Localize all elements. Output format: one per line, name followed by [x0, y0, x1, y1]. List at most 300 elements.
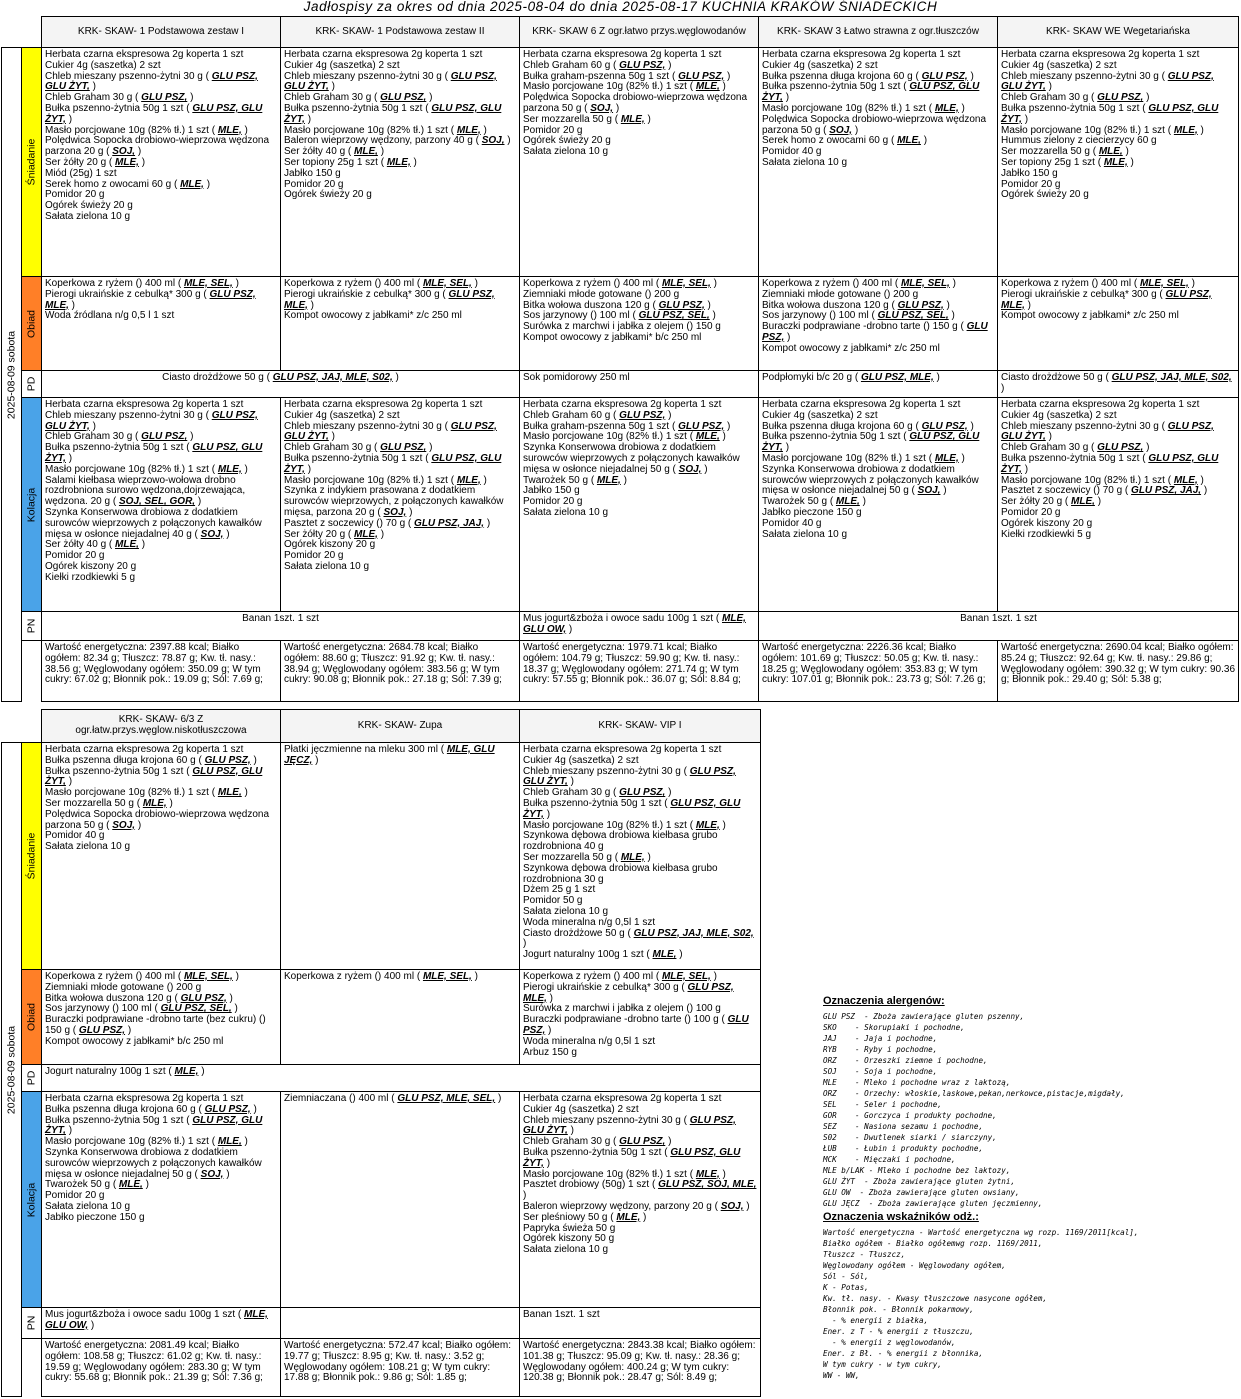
menu-item: Sałata zielona 10 g	[45, 210, 131, 222]
allergen-codes: GLU PSZ,	[619, 787, 666, 799]
menu-item: Koperkowa z ryżem () 400 ml ( MLE, SEL, )	[762, 278, 956, 289]
menu-item: Ziemniaczana () 400 ml ( GLU PSZ, MLE, SEL, )	[284, 1093, 502, 1104]
menu-cell	[520, 398, 759, 612]
menu-item: Szynkowa dębowa drobiowa kiełbasa grubo rozdrobniona 40 g	[523, 830, 718, 853]
allergen-codes: GLU PSZ, GLU ŻYT,	[45, 1114, 263, 1137]
menu-item: Pomidor 40 g	[762, 146, 822, 158]
allergen-codes: MLE,	[1103, 156, 1128, 168]
menu-item: Herbata czarna ekspresowa 2g koperta 1 szt	[45, 744, 244, 755]
menu-item: Chleb Graham 30 g ( GLU PSZ, )	[284, 92, 433, 104]
menu-item: Miód (25g) 1 szt	[45, 167, 117, 179]
menu-item: Ogórek kiszony 20 g	[1001, 517, 1093, 529]
legend-line: ŁUB - Łubin i produkty pochodne,	[823, 1144, 984, 1153]
column-header: KRK- SKAW- Zupa	[281, 710, 520, 743]
menu-item: Bułka pszenno-żytnia 50g 1 szt ( GLU PSZ, GLU ŻYT, )	[762, 431, 980, 454]
menu-item: Pomidor 20 g	[523, 496, 583, 508]
menu-item: Bułka pszenno-żytnia 50g 1 szt ( GLU PSZ, GLU ŻYT, )	[1001, 452, 1219, 475]
menu-item: Herbata czarna ekspresowa 2g koperta 1 szt	[523, 744, 722, 755]
allergen-codes: GLU PSZ,	[619, 409, 666, 421]
legend-line: SOJ - Soja i pochodne,	[823, 1067, 938, 1076]
allergen-codes: GLU PSZ,	[619, 1136, 666, 1148]
menu-item: Bułka graham-pszenna 50g 1 szt ( GLU PSZ, )	[523, 70, 731, 82]
allergen-codes: GLU PSZ,	[180, 992, 227, 1004]
allergen-codes: GLU PSZ, JAJ, MLE, S02,	[1111, 372, 1232, 383]
menu-item: Cukier 4g (saszetka) 2 szt	[284, 409, 400, 421]
menu-item: Ser żółty 40 g ( MLE, )	[284, 146, 385, 158]
menu-item: Ser żółty 20 g ( MLE, )	[284, 528, 385, 540]
allergen-codes: SOJ,	[590, 102, 614, 114]
column-header: KRK- SKAW- 6/3 Z ogr.łatw.przys.węglow.niskotłuszczowa	[42, 710, 281, 743]
menu-item: Masło porcjowane 10g (82% tł.) 1 szt ( MLE, )	[523, 1168, 726, 1180]
allergen-codes: GLU PSZ, MLE,	[284, 288, 495, 311]
menu-cell	[281, 970, 520, 1065]
menu-item: Bułka pszenno-żytnia 50g 1 szt ( GLU PSZ, GLU ŻYT, )	[523, 1146, 741, 1169]
menu-item: Ogórek świeży 20 g	[1001, 189, 1089, 201]
menu-item: Bułka pszenno-żytnia 50g 1 szt ( GLU PSZ, GLU ŻYT, )	[45, 1114, 263, 1137]
menu-cell	[520, 743, 761, 970]
allergen-codes: GLU PSZ, GLU ŻYT,	[284, 452, 502, 475]
menu-item: Masło porcjowane 10g (82% tł.) 1 szt ( MLE, )	[45, 1136, 248, 1148]
column-header: KRK- SKAW- 1 Podstawowa zestaw I	[42, 17, 281, 48]
menu-item: Herbata czarna ekspresowa 2g koperta 1 szt	[45, 399, 244, 410]
allergen-codes: SOJ,	[678, 463, 702, 475]
allergen-legend-title: Oznaczenia alergenów:	[823, 995, 945, 1007]
allergen-codes: MLE,	[115, 156, 139, 168]
page-title: Jadłospisy za okres od dnia 2025-08-04 do dnia 2025-08-17 KUCHNIA KRAKÓW ŚNIADECKICH	[303, 0, 938, 14]
date-cell	[2, 743, 22, 1397]
menu-item: Chleb Graham 30 g ( GLU PSZ, )	[1001, 92, 1150, 104]
menu-item: Ogórek świeży 20 g	[284, 189, 372, 201]
menu-item: Koperkowa z ryżem () 400 ml ( MLE, SEL, )	[523, 278, 717, 289]
indicator-list	[823, 1227, 1233, 1381]
meal-label-pd: PD	[22, 1065, 42, 1092]
menu-item: Masło porcjowane 10g (82% tł.) 1 szt ( MLE, )	[523, 819, 726, 831]
allergen-codes: MLE,	[142, 797, 167, 809]
allergen-codes: GLU PSZ, GLU ŻYT,	[45, 70, 258, 93]
menu-item: Buraczki podprawiane -drobno tarte () 100 g ( GLU PSZ, )	[523, 1014, 749, 1036]
menu-item: Ziemniaki młode gotowane () 200 g	[45, 981, 202, 993]
allergen-codes: MLE, SEL,	[661, 971, 711, 982]
menu-item: Sałata zielona 10 g	[762, 528, 848, 540]
allergen-codes: MLE,	[835, 496, 860, 508]
allergen-codes: GLU PSZ, GLU ŻYT,	[762, 81, 980, 104]
meal-label-pd: PD	[22, 371, 42, 398]
menu-item: Podpłomyki b/c 20 g ( GLU PSZ, MLE, )	[762, 372, 940, 383]
menu-item: Twarożek 50 g ( MLE, )	[762, 496, 866, 508]
menu-cell	[759, 371, 998, 398]
summary-cell: Wartość energetyczna: 572.47 kcal; Białko ogółem: 19.77 g; Tłuszcz: 8.95 g; Kw. tł. nasy.: 3.52 g; Węglowodany ogółem: 108.21 g; W tym cukry: 17.88 g; Błonnik pok.: 9.86 g; Sól: 1.85 g;	[281, 1339, 520, 1397]
menu-item: Kompot owocowy z jabłkami* b/c 250 ml	[523, 331, 702, 343]
legend-line: WW - WW,	[823, 1371, 860, 1380]
legend-line: SKO - Skorupiaki i pochodne,	[823, 1023, 965, 1032]
allergen-codes: SOJ,	[112, 146, 136, 158]
legend-line: S02 - Dwutlenek siarki / siarczyny,	[823, 1133, 997, 1142]
legend-line: Kw. tł. nasy. - Kwasy tłuszczowe nasycone ogółem,	[823, 1294, 1048, 1303]
allergen-codes: MLE,	[695, 81, 720, 93]
meal-label-kolacja: Kolacja	[22, 1092, 42, 1308]
allergen-codes: MLE,	[118, 1179, 143, 1191]
menu-item: Bułka pszenna długa krojona 60 g ( GLU PSZ, )	[45, 1103, 257, 1115]
allergen-codes: MLE,	[934, 452, 959, 464]
menu-item: Cukier 4g (saszetka) 2 szt	[523, 754, 639, 766]
menu-item: Chleb Graham 30 g ( GLU PSZ, )	[523, 787, 672, 799]
legend-line: JAJ - Jaja i pochodne,	[823, 1034, 938, 1043]
menu-item: Chleb Graham 60 g ( GLU PSZ, )	[523, 59, 672, 71]
legend-line: - % energii z białka,	[823, 1316, 929, 1325]
allergen-codes: MLE,	[616, 1211, 641, 1223]
allergen-codes: MLE,	[217, 463, 242, 475]
menu-item: Polędwica Sopocka drobiowo-wieprzowa wędzona parzona 20 g ( SOJ, )	[45, 135, 270, 158]
menu-cell	[281, 398, 520, 612]
legend-line: Ener. z Bł. - % energii z błonnika,	[823, 1349, 984, 1358]
menu-cell	[759, 48, 998, 277]
summary-spacer	[22, 641, 42, 702]
allergen-codes: SOJ,	[383, 506, 407, 518]
menu-cell	[281, 1092, 520, 1308]
allergen-codes: MLE, GLU OW,	[45, 1309, 268, 1331]
menu-item: Sałata zielona 10 g	[45, 841, 131, 853]
menu-item: Pomidor 20 g	[523, 124, 583, 136]
menu-item: Surówka z marchwi i jabłka z olejem () 100 g	[523, 1003, 721, 1015]
menu-item: Ogórek świeży 20 g	[45, 200, 133, 212]
menu-item: Bułka pszenna długa krojona 60 g ( GLU PSZ, )	[762, 70, 974, 82]
menu-item: Polędwica Sopocka drobiowo-wieprzowa wędzona parzona 50 g ( SOJ, )	[45, 808, 270, 831]
allergen-codes: MLE, SEL,	[183, 971, 233, 982]
menu-item: Bułka pszenno-żytnia 50g 1 szt ( GLU PSZ, GLU ŻYT, )	[762, 81, 980, 104]
menu-item: Pomidor 20 g	[284, 178, 344, 190]
menu-item: Serek homo z owocami 60 g ( MLE, )	[45, 178, 211, 190]
allergen-codes: GLU PSZ,	[678, 420, 725, 432]
menu-item: Pierogi ukraińskie z cebulką* 300 g ( GLU PSZ, MLE, )	[1001, 288, 1212, 311]
allergen-codes: SOJ, SEL, GOR,	[118, 496, 196, 508]
menu-item: Chleb Graham 30 g ( GLU PSZ, )	[45, 92, 194, 104]
allergen-codes: GLU PSZ, GLU ŻYT,	[523, 797, 741, 820]
menu-item: Chleb mieszany pszenno-żytni 30 g ( GLU PSZ, GLU ŻYT, )	[523, 765, 736, 788]
menu-item: Ser topiony 25g 1 szt ( MLE, )	[284, 156, 417, 168]
menu-item: Twarożek 50 g ( MLE, )	[523, 474, 627, 486]
summary-cell: Wartość energetyczna: 2081.49 kcal; Białko ogółem: 108.58 g; Tłuszcz: 61.02 g; Kw. tł. nasy.: 19.59 g; Węglowodany ogółem: 283.30 g; W tym cukry: 55.68 g; Błonnik pok.: 21.39 g; Sól: 7.36 g;	[42, 1339, 281, 1397]
allergen-codes: MLE,	[354, 146, 378, 158]
menu-item: Pasztet z soczewicy () 70 g ( GLU PSZ, JAJ, )	[284, 517, 491, 529]
allergen-codes: GLU PSZ, GLU ŻYT,	[45, 765, 263, 788]
menu-item: Herbata czarna ekspresowa 2g koperta 1 szt	[523, 49, 722, 60]
menu-item: Jabłko pieczone 150 g	[762, 506, 862, 518]
menu-cell	[998, 371, 1239, 398]
legend-line: SEL - Seler i pochodne,	[823, 1100, 942, 1109]
menu-item: Serek homo z owocami 60 g ( MLE, )	[762, 135, 928, 147]
menu-item: Chleb mieszany pszenno-żytni 30 g ( GLU PSZ, GLU ŻYT, )	[284, 420, 497, 443]
menu-table-2	[1, 709, 761, 1397]
meal-label-kolacja: Kolacja	[22, 398, 42, 612]
allergen-codes: GLU PSZ, SEL,	[877, 310, 949, 322]
menu-cell	[998, 277, 1239, 371]
menu-item: Sałata zielona 10 g	[523, 1244, 609, 1256]
menu-item: Masło porcjowane 10g (82% tł.) 1 szt ( MLE, )	[45, 124, 248, 136]
menu-cell	[42, 48, 281, 277]
menu-item: Jabłko 150 g	[284, 167, 341, 179]
menu-item: Sok pomidorowy 250 ml	[523, 372, 630, 383]
summary-cell: Wartość energetyczna: 2690.04 kcal; Białko ogółem: 85.24 g; Tłuszcz: 92.64 g; Kw. tł. nasy.: 29.86 g; Węglowodany ogółem: 390.32 g; W tym cukry: 90.36 g; Błonnik pok.: 29.40 g; Sól: 5.38 g;	[998, 641, 1239, 702]
allergen-codes: GLU PSZ,	[380, 92, 427, 104]
menu-item: Pierogi ukraińskie z cebulką* 300 g ( GLU PSZ, MLE, )	[523, 981, 734, 1004]
menu-item: Kompot owocowy z jabłkami* b/c 250 ml	[45, 1035, 224, 1047]
menu-item: Masło porcjowane 10g (82% tł.) 1 szt ( MLE, )	[523, 431, 726, 443]
allergen-codes: MLE, SEL,	[422, 971, 472, 982]
allergen-codes: GLU PSZ,	[1097, 442, 1144, 454]
allergen-codes: SOJ,	[917, 485, 941, 497]
indicator-legend-title: Oznaczenia wskaźników odż.:	[823, 1211, 979, 1223]
menu-item: Koperkowa z ryżem () 400 ml ( MLE, SEL, )	[523, 971, 717, 982]
meal-label-sniadanie: Śniadanie	[22, 48, 42, 277]
menu-item: Szynka z indykiem prasowana z dodatkiem surowców wieprzowych, z połączonych kawałków mięsa, parzona 20 g ( SOJ, )	[284, 485, 504, 518]
menu-item: Herbata czarna ekspresowa 2g koperta 1 szt	[523, 1093, 722, 1104]
menu-item: Pierogi ukraińskie z cebulką* 300 g ( GLU PSZ, MLE, )	[284, 288, 495, 311]
menu-item: Mus jogurt&zboża i owoce sadu 100g 1 szt ( MLE, GLU OW, )	[45, 1309, 268, 1331]
menu-item: Kompot owocowy z jabłkami* z/c 250 ml	[1001, 310, 1179, 322]
allergen-codes: GLU PSZ,	[678, 70, 725, 82]
menu-cell	[520, 48, 759, 277]
menu-item: Cukier 4g (saszetka) 2 szt	[762, 59, 878, 71]
date-label: 2025-08-09 sobota	[5, 1025, 18, 1114]
menu-cell	[759, 277, 998, 371]
menu-item: Koperkowa z ryżem () 400 ml ( MLE, SEL, )	[45, 278, 239, 289]
menu-item: Banan 1szt. 1 szt	[242, 613, 319, 624]
menu-item: Sos jarzynowy () 100 ml ( GLU PSZ, SEL, )	[45, 1003, 238, 1015]
allergen-codes: MLE, GLU OW,	[523, 613, 746, 635]
legend-line: GLU ŻYT - Zboża zawierające gluten żytni,	[823, 1177, 1016, 1186]
allergen-codes: MLE,	[1173, 124, 1198, 136]
allergen-list	[823, 1011, 1233, 1209]
allergen-codes: GLU PSZ, GLU ŻYT,	[45, 102, 263, 125]
summary-cell: Wartość energetyczna: 2843.38 kcal; Białko ogółem: 101.38 g; Tłuszcz: 95.09 g; Kw. tł. nasy.: 28.36 g; Węglowodany ogółem: 400.24 g; W tym cukry: 120.38 g; Błonnik pok.: 28.47 g; Sól: 8.49 g;	[520, 1339, 761, 1397]
allergen-codes: GLU PSZ, GLU ŻYT,	[762, 431, 980, 454]
menu-item: Chleb Graham 30 g ( GLU PSZ, )	[284, 442, 433, 454]
menu-item: Sałata zielona 10 g	[45, 1200, 131, 1212]
legend-line: W tym cukry - w tym cukry,	[823, 1360, 942, 1369]
menu-item: Bułka pszenno-żytnia 50g 1 szt ( GLU PSZ, GLU ŻYT, )	[523, 797, 741, 820]
menu-item: Ser mozzarella 50 g ( MLE, )	[45, 797, 173, 809]
menu-item: Kiełki rzodkiewki 5 g	[45, 571, 136, 583]
allergen-codes: GLU PSZ,	[204, 754, 251, 766]
menu-cell	[42, 277, 281, 371]
menu-cell	[520, 970, 761, 1065]
allergen-codes: MLE, SEL,	[183, 278, 233, 289]
allergen-codes: MLE,	[217, 1136, 242, 1148]
legend-line: ORZ - Orzeszki ziemne i pochodne,	[823, 1056, 988, 1065]
menu-cell	[42, 398, 281, 612]
menu-table-1	[1, 16, 1239, 702]
menu-item: Bułka pszenna długa krojona 60 g ( GLU PSZ, )	[762, 420, 974, 432]
menu-item: Sałata zielona 10 g	[523, 146, 609, 158]
allergen-codes: MLE,	[1173, 474, 1198, 486]
menu-item: Ziemniaki młode gotowane () 200 g	[762, 288, 919, 300]
menu-item: Herbata czarna ekspresowa 2g koperta 1 szt	[45, 49, 244, 60]
menu-item: Bitka wołowa duszona 120 g ( GLU PSZ, )	[523, 299, 711, 311]
menu-item: Sos jarzynowy () 100 ml ( GLU PSZ, SEL, )	[523, 310, 716, 322]
allergen-codes: MLE,	[596, 474, 621, 486]
menu-item: Chleb mieszany pszenno-żytni 30 g ( GLU PSZ, GLU ŻYT, )	[523, 1114, 736, 1137]
menu-item: Cukier 4g (saszetka) 2 szt	[45, 59, 161, 71]
allergen-codes: GLU PSZ, GLU ŻYT,	[45, 442, 263, 464]
menu-item: Woda mineralna n/g 0,5l 1 szt	[523, 916, 656, 928]
allergen-codes: GLU PSZ,	[658, 299, 705, 311]
menu-item: Buraczki podprawiane -drobno tarte () 150 g ( GLU PSZ, )	[762, 321, 988, 343]
menu-item: Buraczki podprawiane -drobno tarte (bez cukru) () 150 g ( GLU PSZ, )	[45, 1014, 266, 1036]
menu-item: Ser żółty 40 g ( MLE, )	[45, 539, 146, 551]
allergen-codes: SOJ,	[829, 124, 853, 136]
menu-item: Kompot owocowy z jabłkami* z/c 250 ml	[284, 310, 462, 322]
allergen-codes: SOJ,	[200, 528, 224, 540]
menu-item: Cukier 4g (saszetka) 2 szt	[762, 409, 878, 421]
allergen-codes: MLE,	[174, 1066, 199, 1077]
menu-item: Masło porcjowane 10g (82% tł.) 1 szt ( MLE, )	[45, 787, 248, 799]
menu-item: Bułka graham-pszenna 50g 1 szt ( GLU PSZ, )	[523, 420, 731, 432]
legend-line: GOR - Gorczyca i produkty pochodne,	[823, 1111, 997, 1120]
menu-item: Polędwica Sopocka drobiowo-wieprzowa wędzona parzona 50 g ( SOJ, )	[523, 92, 748, 114]
menu-item: Szynkowa dębowa drobiowa kiełbasa grubo rozdrobniona 30 g	[523, 862, 718, 885]
allergen-codes: GLU PSZ,	[204, 1103, 251, 1115]
menu-item: Woda źródlana n/g 0,5 l 1 szt	[45, 310, 175, 322]
legend-line: Tłuszcz - Tłuszcz,	[823, 1250, 906, 1259]
menu-item: Pasztet z soczewicy () 70 g ( GLU PSZ, JAJ, )	[1001, 485, 1208, 497]
meal-label-obiad: Obiad	[22, 970, 42, 1065]
menu-item: Kompot owocowy z jabłkami* z/c 250 ml	[762, 342, 940, 354]
menu-item: Masło porcjowane 10g (82% tł.) 1 szt ( MLE, )	[1001, 474, 1204, 486]
menu-item: Bułka pszenno-żytnia 50g 1 szt ( GLU PSZ, GLU ŻYT, )	[45, 442, 263, 464]
legend-line: ORZ - Orzechy: włoskie,laskowe,pekan,nerkowce,pistacje,migdały,	[823, 1089, 1125, 1098]
menu-item: Salami kiełbasa wieprzowo-wołowa drobno rozdrobniona surowo wędzona,dojrzewająca, wędzona. 20 g ( SOJ, SEL, GOR, )	[45, 474, 246, 508]
allergen-codes: SOJ,	[112, 819, 136, 831]
allergen-codes: MLE, GLU JĘCZ,	[284, 744, 495, 766]
legend-line: MCK - Mięczaki i pochodne,	[823, 1155, 956, 1164]
menu-item: Arbuz 150 g	[523, 1046, 577, 1058]
legend-line: Węglowodany ogółem - Węglowodany ogółem,	[823, 1261, 1006, 1270]
allergen-codes: MLE,	[695, 431, 720, 443]
menu-item: Chleb mieszany pszenno-żytni 30 g ( GLU PSZ, GLU ŻYT, )	[1001, 70, 1214, 93]
menu-item: Ogórek kiszony 50 g	[523, 1233, 615, 1245]
menu-item: Masło porcjowane 10g (82% tł.) 1 szt ( MLE, )	[284, 124, 487, 136]
menu-item: Herbata czarna ekspresowa 2g koperta 1 szt	[284, 399, 483, 410]
menu-cell	[281, 277, 520, 371]
allergen-codes: GLU PSZ,	[619, 59, 666, 71]
menu-item: Pomidor 20 g	[1001, 506, 1061, 518]
allergen-codes: GLU PSZ, GLU ŻYT,	[284, 70, 497, 93]
menu-cell	[42, 371, 520, 398]
menu-item: Pomidor 20 g	[284, 550, 344, 562]
menu-item: Pomidor 40 g	[45, 830, 105, 842]
allergen-codes: GLU PSZ, MLE,	[1001, 288, 1212, 311]
menu-item: Pomidor 20 g	[45, 550, 105, 562]
menu-item: Masło porcjowane 10g (82% tł.) 1 szt ( MLE, )	[762, 452, 965, 464]
allergen-codes: GLU PSZ, GLU ŻYT,	[1001, 452, 1219, 475]
allergen-codes: MLE, SEL,	[422, 278, 472, 289]
allergen-codes: GLU PSZ, JAJ, MLE, S02,	[633, 927, 754, 939]
menu-item: Pomidor 20 g	[45, 189, 105, 201]
menu-item: Surówka z marchwi i jabłka z olejem () 150 g	[523, 321, 721, 333]
menu-item: Bułka pszenno-żytnia 50g 1 szt ( GLU PSZ, GLU ŻYT, )	[45, 102, 263, 125]
menu-item: Banan 1szt. 1 szt	[960, 613, 1037, 624]
menu-item: Szynka Konserwowa drobiowa z dodatkiem surowców wieprzowych z połączonych kawałków mięsa w osłonce niejadalnej 50 g ( SOJ, )	[523, 442, 740, 475]
menu-item: Bułka pszenna długa krojona 60 g ( GLU PSZ, )	[45, 754, 257, 766]
menu-cell	[998, 398, 1239, 612]
summary-cell: Wartość energetyczna: 2684.78 kcal; Białko ogółem: 88.60 g; Tłuszcz: 91.92 g; Kw. tł. nasy.: 38.94 g; Węglowodany ogółem: 383.56 g; W tym cukry: 90.08 g; Błonnik pok.: 27.18 g; Sól: 7.39 g;	[281, 641, 520, 702]
menu-item: Herbata czarna ekspresowa 2g koperta 1 szt	[762, 399, 961, 410]
menu-item: Pomidor 50 g	[523, 895, 583, 907]
menu-cell	[520, 612, 759, 641]
date-label: 2025-08-09 sobota	[5, 330, 18, 419]
date-cell	[2, 48, 22, 702]
menu-item: Pierogi ukraińskie z cebulką* 300 g ( GLU PSZ, MLE, )	[45, 288, 256, 311]
menu-cell	[759, 612, 1239, 641]
menu-item: Ser pleśniowy 50 g ( MLE, )	[523, 1211, 647, 1223]
legend-line: SEZ - Nasiona sezamu i pochodne,	[823, 1122, 984, 1131]
summary-cell: Wartość energetyczna: 2226.36 kcal; Białko ogółem: 101.69 g; Tłuszcz: 50.05 g; Kw. tł. nasy.: 18.25 g; Węglowodany ogółem: 353.83 g; W tym cukry: 107.01 g; Błonnik pok.: 23.73 g; Sól: 7.26 g;	[759, 641, 998, 702]
menu-item: Koperkowa z ryżem () 400 ml ( MLE, SEL, )	[45, 971, 239, 982]
menu-cell	[42, 970, 281, 1065]
menu-item: Chleb Graham 30 g ( GLU PSZ, )	[1001, 442, 1150, 454]
menu-item: Bitka wołowa duszona 120 g ( GLU PSZ, )	[45, 992, 233, 1004]
meal-label-obiad: Obiad	[22, 277, 42, 371]
allergen-codes: MLE,	[217, 787, 242, 799]
menu-item: Pasztet drobiowy (50g) 1 szt ( GLU PSZ, SOJ, MLE, )	[523, 1179, 757, 1202]
menu-item: Herbata czarna ekspresowa 2g koperta 1 szt	[45, 1093, 244, 1104]
allergen-codes: GLU PSZ, MLE,	[523, 981, 734, 1004]
allergen-codes: GLU PSZ,	[141, 431, 188, 443]
menu-cell	[998, 48, 1239, 277]
allergen-codes: GLU PSZ,	[380, 442, 427, 454]
allergen-codes: MLE,	[456, 474, 481, 486]
menu-cell	[42, 1065, 761, 1092]
allergen-codes: SOJ,	[720, 1200, 744, 1212]
summary-cell: Wartość energetyczna: 1979.71 kcal; Białko ogółem: 104.79 g; Tłuszcz: 59.90 g; Kw. tł. nasy.: 18.37 g; Węglowodany ogółem: 271.74 g; W tym cukry: 57.55 g; Błonnik pok.: 36.07 g; Sól: 8.84 g;	[520, 641, 759, 702]
menu-item: Dżem 25 g 1 szt	[523, 884, 596, 896]
allergen-codes: GLU PSZ, GLU ŻYT,	[284, 102, 502, 125]
menu-item: Twarożek 50 g ( MLE, )	[45, 1179, 149, 1191]
menu-cell	[42, 1308, 281, 1339]
menu-item: Ciasto drożdżowe 50 g ( GLU PSZ, JAJ, MLE, S02, )	[162, 372, 399, 383]
allergen-codes: GLU PSZ,	[762, 321, 988, 343]
menu-item: Papryka świeża 50 g	[523, 1222, 616, 1234]
menu-item: Chleb mieszany pszenno-żytni 30 g ( GLU PSZ, GLU ŻYT, )	[284, 70, 497, 93]
menu-item: Jabłko pieczone 150 g	[45, 1211, 145, 1223]
allergen-codes: GLU PSZ, GLU ŻYT,	[1001, 420, 1214, 443]
menu-item: Banan 1szt. 1 szt	[523, 1309, 600, 1320]
menu-item: Koperkowa z ryżem () 400 ml ( MLE, SEL, )	[284, 278, 478, 289]
menu-cell	[281, 1308, 520, 1339]
allergen-codes: GLU PSZ, GLU ŻYT,	[523, 1114, 736, 1137]
menu-cell	[281, 48, 520, 277]
summary-cell: Wartość energetyczna: 2397.88 kcal; Białko ogółem: 82.34 g; Tłuszcz: 78.87 g; Kw. tł. nasy.: 38.56 g; Węglowodany ogółem: 350.09 g; W tym cukry: 67.02 g; Błonnik pok.: 19.09 g; Sól: 7.69 g;	[42, 641, 281, 702]
menu-item: Sałata zielona 10 g	[762, 156, 848, 168]
column-header: KRK- SKAW- VIP I	[520, 710, 761, 743]
allergen-codes: GLU PSZ, GLU ŻYT,	[523, 1146, 741, 1169]
allergen-codes: GLU PSZ, MLE,	[45, 288, 256, 311]
menu-item: Koperkowa z ryżem () 400 ml ( MLE, SEL, )	[1001, 278, 1195, 289]
menu-item: Woda mineralna n/g 0,5l 1 szt	[523, 1035, 656, 1047]
menu-item: Chleb mieszany pszenno-żytni 30 g ( GLU PSZ, GLU ŻYT, )	[1001, 420, 1214, 443]
menu-item: Kiełki rzodkiewki 5 g	[1001, 528, 1092, 540]
allergen-codes: GLU PSZ, JAJ,	[414, 517, 485, 529]
allergen-codes: MLE,	[695, 819, 720, 831]
menu-cell	[520, 1308, 761, 1339]
allergen-codes: GLU PSZ, SOJ, MLE,	[658, 1179, 757, 1191]
menu-cell	[42, 612, 520, 641]
menu-item: Pomidor 40 g	[762, 517, 822, 529]
allergen-codes: MLE,	[115, 539, 139, 551]
column-header: KRK- SKAW WE Wegetariańska	[998, 17, 1239, 48]
legend-line: GLU PSZ - Zboża zawierające gluten pszenny,	[823, 1012, 1025, 1021]
menu-item: Mus jogurt&zboża i owoce sadu 100g 1 szt ( MLE, GLU OW, )	[523, 613, 746, 635]
